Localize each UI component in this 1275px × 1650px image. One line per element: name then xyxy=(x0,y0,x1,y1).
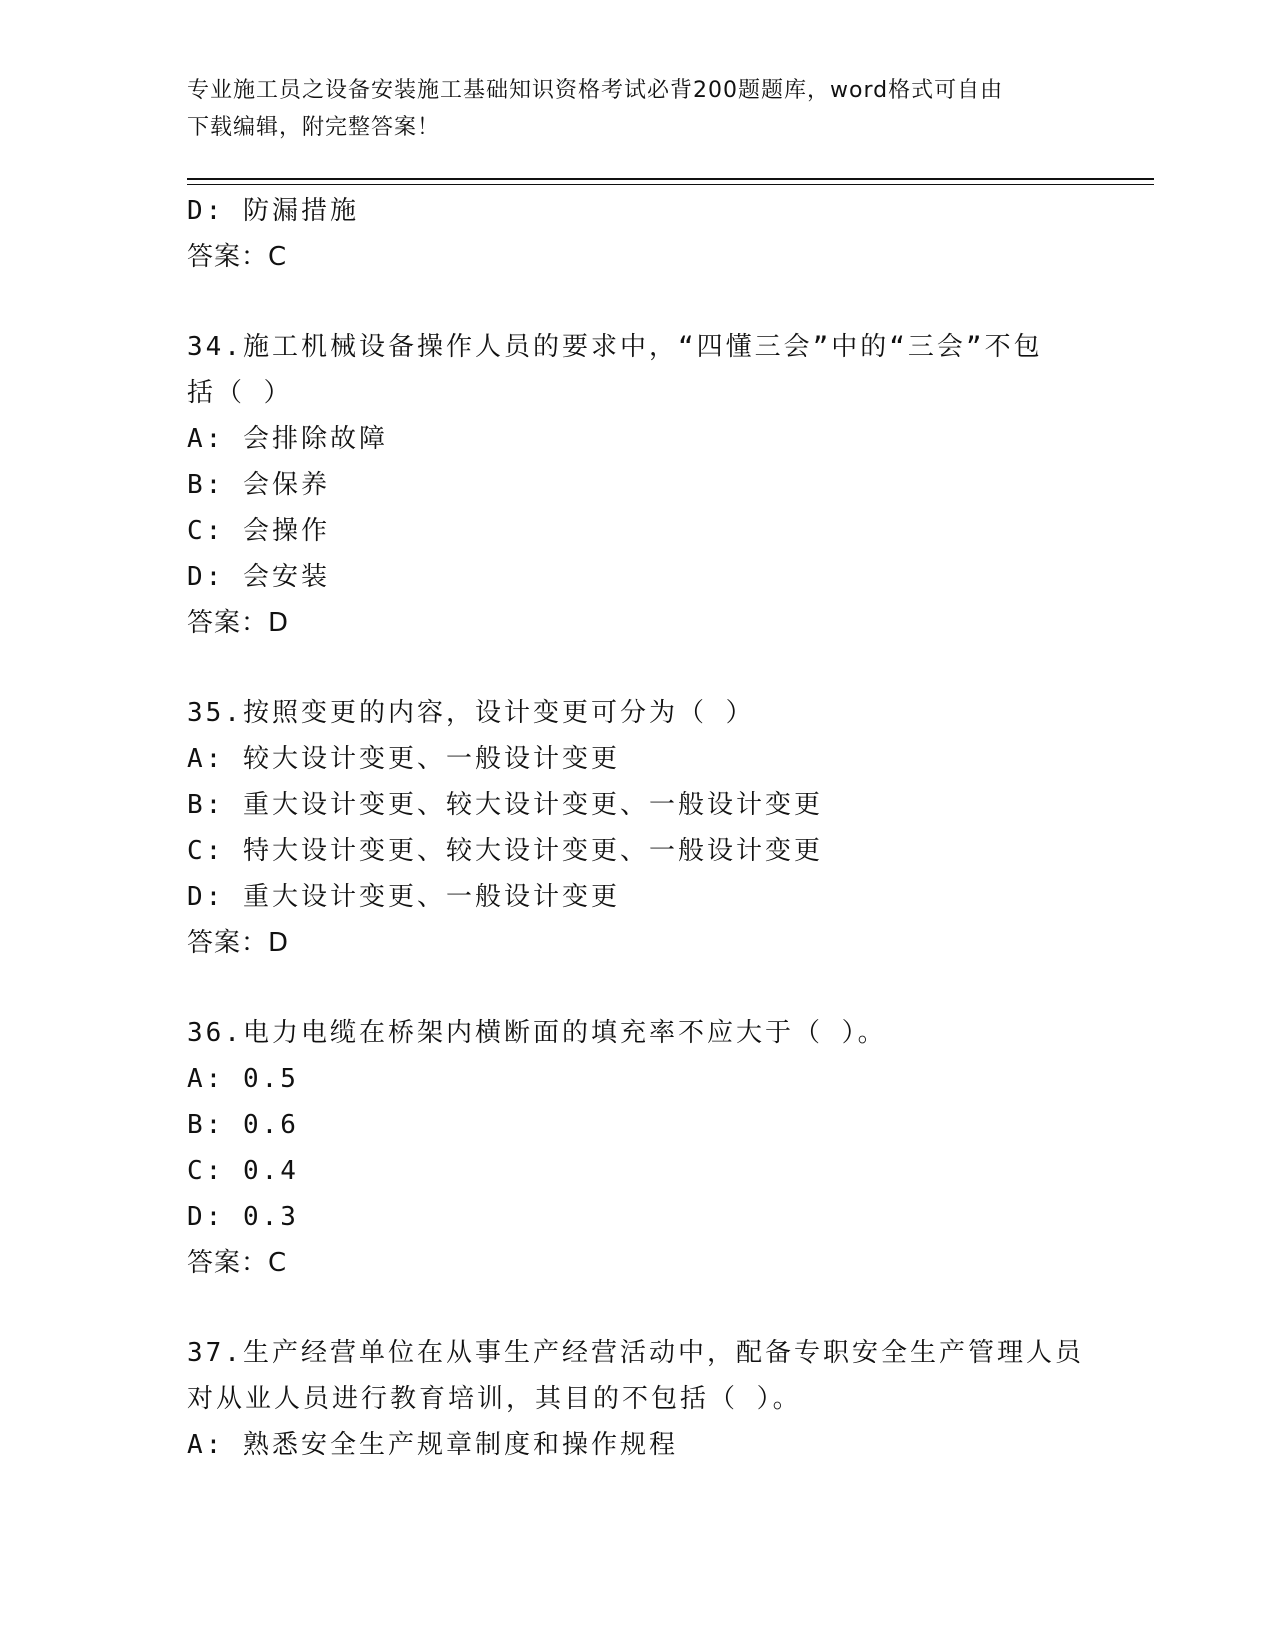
header-line-1: 专业施工员之设备安装施工基础知识资格考试必背200题题库，word格式可自由 xyxy=(187,78,1004,103)
question-stem: 37.生产经营单位在从事生产经营活动中，配备专职安全生产管理人员 xyxy=(187,1338,1084,1368)
question-stem-continued: 括（ ） xyxy=(187,378,293,408)
option-a: A: 熟悉安全生产规章制度和操作规程 xyxy=(187,1430,678,1460)
option-b: B: 会保养 xyxy=(187,470,330,500)
header-divider-thin xyxy=(187,184,1154,185)
option-d: D: 防漏措施 xyxy=(187,196,359,226)
option-d: D: 会安装 xyxy=(187,562,330,592)
option-c: C: 0.4 xyxy=(187,1156,299,1186)
page-header xyxy=(187,72,1067,146)
question-stem-continued: 对从业人员进行教育培训，其目的不包括（ ）。 xyxy=(187,1384,802,1414)
option-a: A: 较大设计变更、一般设计变更 xyxy=(187,744,620,774)
option-d: D: 重大设计变更、一般设计变更 xyxy=(187,882,620,912)
question-block-prev xyxy=(187,188,1087,280)
document-body xyxy=(187,188,1087,1468)
option-a: A: 0.5 xyxy=(187,1064,299,1094)
option-b: B: 0.6 xyxy=(187,1110,299,1140)
spacer xyxy=(187,1286,1087,1330)
answer-line: 答案：D xyxy=(187,928,290,958)
option-c: C: 会操作 xyxy=(187,516,330,546)
option-d: D: 0.3 xyxy=(187,1202,299,1232)
option-a: A: 会排除故障 xyxy=(187,424,388,454)
answer-line: 答案：C xyxy=(187,242,288,272)
question-block-36 xyxy=(187,1010,1087,1286)
header-line-2: 下载编辑，附完整答案！ xyxy=(187,115,441,140)
question-stem: 34.施工机械设备操作人员的要求中，“四懂三会”中的“三会”不包 xyxy=(187,332,1043,362)
answer-line: 答案：C xyxy=(187,1248,288,1278)
spacer xyxy=(187,966,1087,1010)
spacer xyxy=(187,646,1087,690)
question-block-35 xyxy=(187,690,1087,966)
answer-line: 答案：D xyxy=(187,608,290,638)
header-divider-thick xyxy=(187,178,1154,180)
question-stem: 35.按照变更的内容，设计变更可分为（ ） xyxy=(187,698,755,728)
spacer xyxy=(187,280,1087,324)
question-block-37 xyxy=(187,1330,1087,1468)
question-block-34 xyxy=(187,324,1087,646)
option-c: C: 特大设计变更、较大设计变更、一般设计变更 xyxy=(187,836,823,866)
option-b: B: 重大设计变更、较大设计变更、一般设计变更 xyxy=(187,790,823,820)
question-stem: 36.电力电缆在桥架内横断面的填充率不应大于（ ）。 xyxy=(187,1018,887,1048)
